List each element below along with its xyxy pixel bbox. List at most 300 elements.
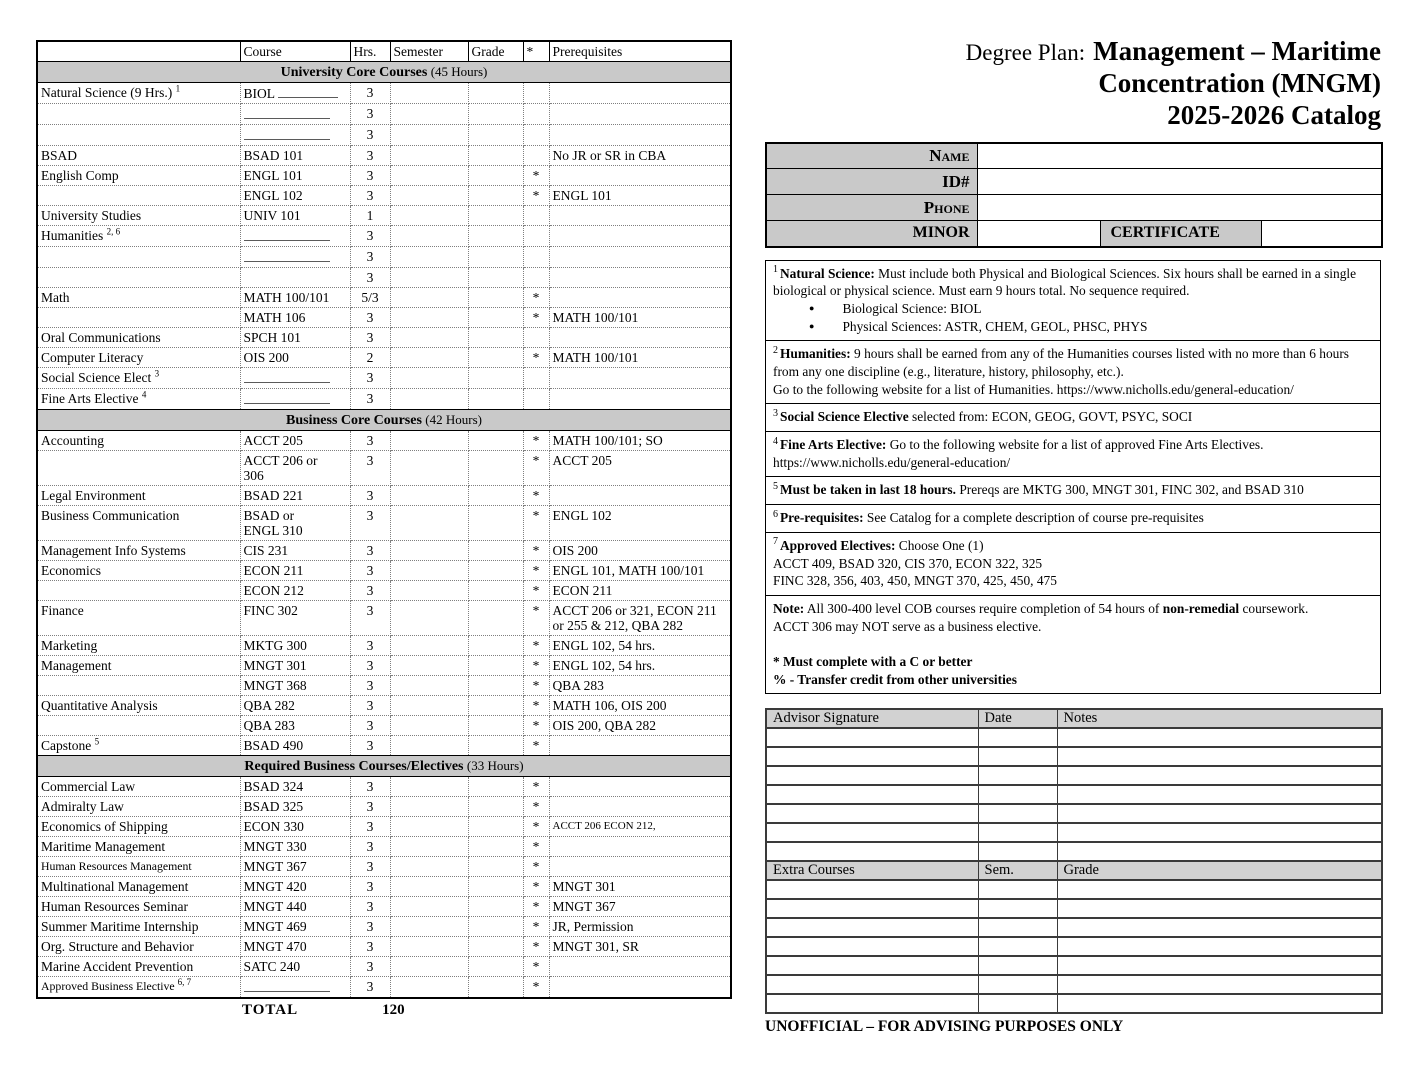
course-row [37,561,731,581]
course-row [37,817,731,837]
blank-cell [978,747,1057,766]
semester-cell [390,431,468,451]
course-row [37,541,731,561]
semester-cell [390,328,468,348]
semester-cell [390,186,468,206]
prereq-cell: MNGT 367 [549,897,731,917]
grade-cell [468,268,523,288]
info-label-cell: MINOR [766,221,977,247]
course-label-cell: Fine Arts Elective $^4$ [37,389,240,410]
course-label-cell [37,268,240,288]
fill-in-blank [244,370,330,383]
semester-cell [390,368,468,389]
section-header-row [37,410,731,431]
degree-title-line2: Concentration (MNGM) [1098,67,1381,98]
semester-cell [390,541,468,561]
footnote [766,404,1380,432]
course-label-cell: University Studies [37,206,240,226]
prereq-cell [549,977,731,999]
star-cell: * [523,561,549,581]
blank-cell [766,918,978,937]
prereq-cell [549,206,731,226]
hours-cell: 3 [350,857,390,877]
footnote-number: 6 [773,508,778,520]
prereq-cell [549,166,731,186]
semester-cell [390,247,468,268]
hours-cell: 3 [350,368,390,389]
course-number-cell: QBA 283 [240,716,350,736]
footnote-text: See Catalog for a complete description of course pre-requisites [863,510,1204,526]
footnote-ref: 3 [154,368,160,379]
blank-cell [766,937,978,956]
course-row [37,636,731,656]
degree-plan-label: Degree Plan: [965,40,1086,65]
blank-cell [1057,804,1382,823]
course-row [37,977,731,999]
semester-cell [390,581,468,601]
blank-cell [1057,823,1382,842]
grade-cell [468,877,523,897]
course-number-cell: BSAD 325 [240,797,350,817]
course-label-cell [37,676,240,696]
course-row [37,797,731,817]
course-row [37,897,731,917]
total-row [36,1002,730,1019]
footnote-text: Must be taken in last 18 hours. [780,482,956,498]
footnote-text: Approved Electives: [780,537,896,553]
footnote-text: Natural Science: [780,265,875,281]
star-cell: * [523,817,549,837]
footnote-text: Must include both Physical and Biological Sciences. Six hours shall be earned in a single biological or physical science. Must earn 9 hours total. No sequence required. [773,265,1357,299]
course-number-cell [240,226,350,247]
star-cell [523,389,549,410]
star-cell [523,328,549,348]
course-number-cell: ACCT 205 [240,431,350,451]
block-header-cell: Grade [1057,861,1382,880]
hours-cell: 3 [350,486,390,506]
grade-cell [468,206,523,226]
footnote [766,261,1380,342]
semester-cell [390,736,468,756]
grade-cell [468,146,523,166]
footnotes-box [765,260,1381,695]
footnote-text: Humanities: [780,346,851,362]
blank-cell [1057,785,1382,804]
hours-cell: 3 [350,268,390,288]
section-header-row [37,756,731,777]
prereq-cell: ACCT 206 ECON 212, [549,817,731,837]
grade-cell [468,676,523,696]
course-label-cell: Admiralty Law [37,797,240,817]
prereq-cell: JR, Permission [549,917,731,937]
footnote-number: 5 [773,480,778,492]
blank-cell [1057,994,1382,1013]
course-number-cell [240,104,350,125]
semester-cell [390,696,468,716]
prereq-cell [549,837,731,857]
grade-cell [468,696,523,716]
hours-cell: 3 [350,917,390,937]
course-row [37,917,731,937]
star-cell: * [523,837,549,857]
grade-cell [468,288,523,308]
course-row [37,451,731,486]
course-row [37,206,731,226]
column-header: Semester [390,41,468,62]
course-number-cell: ECON 211 [240,561,350,581]
signature-row [766,804,1382,823]
footnote-text: Fine Arts Elective: [780,437,887,453]
student-info-row [766,169,1382,195]
course-plan-table [36,40,732,999]
student-info-table [765,142,1383,248]
grade-cell [468,308,523,328]
grade-cell [468,897,523,917]
blank-cell [1057,747,1382,766]
star-cell: * [523,656,549,676]
hours-cell: 2 [350,348,390,368]
footnote-text: selected from: ECON, GEOG, GOVT, PSYC, SOCI [908,409,1193,425]
course-number-cell: MNGT 301 [240,656,350,676]
star-cell: * [523,348,549,368]
course-number-cell: SATC 240 [240,957,350,977]
hours-cell: 3 [350,581,390,601]
course-label-cell: Marketing [37,636,240,656]
hours-cell: 3 [350,977,390,999]
section-hours: (42 Hours) [425,412,482,427]
hours-cell: 3 [350,696,390,716]
star-cell: * [523,451,549,486]
star-cell: * [523,486,549,506]
fill-in-blank [244,127,330,140]
blank-cell [766,899,978,918]
course-row [37,581,731,601]
course-number-cell: FINC 302 [240,601,350,636]
section-title: Required Business Courses/Electives [244,759,464,774]
prereq-cell [549,247,731,268]
semester-cell [390,226,468,247]
blank-cell [766,766,978,785]
student-info-row [766,143,1382,169]
star-cell: * [523,897,549,917]
course-number-cell: OIS 200 [240,348,350,368]
section-title: University Core Courses [280,65,428,80]
course-label-cell: Maritime Management [37,837,240,857]
footnote-text: Social Science Elective [780,409,909,425]
course-label-cell [37,581,240,601]
course-label-cell [37,104,240,125]
info-pane [765,36,1381,1036]
prereq-cell: ENGL 102 [549,506,731,541]
course-number-cell: MNGT 330 [240,837,350,857]
course-label-cell: English Comp [37,166,240,186]
blank-cell [766,842,978,861]
hours-cell: 1 [350,206,390,226]
blank-cell [1057,937,1382,956]
hours-cell: 3 [350,308,390,328]
course-label-cell: Humanities $^{2, 6}$ [37,226,240,247]
course-row [37,146,731,166]
hours-cell: 5/3 [350,288,390,308]
course-label-cell: Math [37,288,240,308]
blank-cell [1057,728,1382,747]
course-label-cell [37,186,240,206]
prereq-cell: ACCT 206 or 321, ECON 211 or 255 & 212, QBA 282 [549,601,731,636]
course-number-cell: MKTG 300 [240,636,350,656]
star-cell: * [523,431,549,451]
blank-cell [978,899,1057,918]
info-label-cell: Phone [766,195,977,221]
blank-cell [1057,899,1382,918]
blank-cell [766,880,978,899]
course-label-cell: Oral Communications [37,328,240,348]
hours-cell: 3 [350,451,390,486]
hours-cell: 3 [350,166,390,186]
course-row [37,877,731,897]
course-row [37,777,731,797]
footnote-text: 9 hours shall be earned from any of the Humanities courses listed with no more than 6 hours from any one discipline (e.g., literature, history, philosophy, etc.). Go to the following website for a list of Humanities. https://www.nicholls.edu/general-education/ [773,346,1350,397]
star-cell: * [523,696,549,716]
course-label-cell: Management [37,656,240,676]
extra-course-row [766,899,1382,918]
blank-cell [978,956,1057,975]
prereq-cell: ENGL 102, 54 hrs. [549,636,731,656]
footnote [766,533,1380,596]
section-hours: (33 Hours) [466,758,524,773]
blank-cell [1057,975,1382,994]
corner-cell [37,41,240,62]
prereq-cell: OIS 200 [549,541,731,561]
grade-cell [468,389,523,410]
star-cell [523,125,549,146]
course-number-cell: MNGT 368 [240,676,350,696]
footnote-number: 7 [773,536,778,548]
course-number-cell: UNIV 101 [240,206,350,226]
blank-cell [766,823,978,842]
extra-course-row [766,994,1382,1013]
footnote-text: All 300-400 level COB courses require completion of 54 hours of [804,600,1163,616]
info-label-cell: Name [766,143,977,169]
blank-cell [766,975,978,994]
grade-cell [468,431,523,451]
course-label-cell [37,308,240,328]
blank-cell [978,975,1057,994]
course-label-cell: Capstone $^5$ [37,736,240,756]
grade-cell [468,581,523,601]
semester-cell [390,506,468,541]
course-number-cell: ENGL 102 [240,186,350,206]
star-cell [523,104,549,125]
footnote [766,505,1380,533]
course-label-cell [37,125,240,146]
course-label-cell: Commercial Law [37,777,240,797]
bullet-item: ● Physical Sciences: ASTR, CHEM, GEOL, PHSC, PHYS [773,318,1373,336]
signature-row [766,785,1382,804]
footnote-text: coursework. ACCT 306 may NOT serve as a business elective. [773,600,1309,634]
footnote-number: 3 [773,407,778,419]
prereq-cell [549,736,731,756]
grade-cell [468,186,523,206]
grade-cell [468,797,523,817]
course-row [37,268,731,288]
course-label-cell: Management Info Systems [37,541,240,561]
note-block [766,596,1380,693]
hours-cell: 3 [350,777,390,797]
blank-cell [978,994,1057,1013]
prereq-cell: No JR or SR in CBA [549,146,731,166]
hours-cell: 3 [350,226,390,247]
semester-cell [390,206,468,226]
blank-cell [1057,842,1382,861]
unofficial-notice: UNOFFICIAL – FOR ADVISING PURPOSES ONLY [765,1018,1124,1036]
hours-cell: 3 [350,797,390,817]
prereq-cell [549,104,731,125]
footnote-number: 4 [773,435,778,447]
semester-cell [390,348,468,368]
blank-cell [978,766,1057,785]
semester-cell [390,837,468,857]
prereq-cell: ENGL 101 [549,186,731,206]
footnote-ref: 1 [175,83,181,94]
semester-cell [390,561,468,581]
star-cell: * [523,166,549,186]
grade-cell [468,736,523,756]
semester-cell [390,676,468,696]
section-header-cell [37,62,731,83]
course-row [37,389,731,410]
course-label-cell: Accounting [37,431,240,451]
total-label: TOTAL [242,1002,299,1018]
star-cell: * [523,957,549,977]
prereq-cell: MATH 100/101; SO [549,431,731,451]
course-number-cell: MNGT 469 [240,917,350,937]
fill-in-blank [278,85,338,98]
grade-cell [468,226,523,247]
course-table-header-row [37,41,731,62]
prereq-cell: MATH 100/101 [549,308,731,328]
grade-cell [468,817,523,837]
course-label-cell: Social Science Elect $^3$ [37,368,240,389]
course-row [37,601,731,636]
hours-cell: 3 [350,541,390,561]
hours-cell: 3 [350,716,390,736]
course-label-cell: Summer Maritime Internship [37,917,240,937]
star-cell: * [523,601,549,636]
semester-cell [390,389,468,410]
hours-cell: 3 [350,736,390,756]
course-row [37,656,731,676]
blank-cell [766,747,978,766]
course-number-cell: MNGT 367 [240,857,350,877]
blank-cell [978,823,1057,842]
course-label-cell: Computer Literacy [37,348,240,368]
semester-cell [390,937,468,957]
footnote-text: Prereqs are MKTG 300, MNGT 301, FINC 302, and BSAD 310 [955,482,1304,498]
extra-course-row [766,937,1382,956]
grade-cell [468,125,523,146]
star-cell: * [523,857,549,877]
course-row [37,104,731,125]
blank-cell [1057,956,1382,975]
column-header: * [523,41,549,62]
prereq-cell: ENGL 102, 54 hrs. [549,656,731,676]
course-number-cell: MNGT 420 [240,877,350,897]
section-header-cell [37,756,731,777]
fill-in-blank [244,228,330,241]
star-cell [523,226,549,247]
block-header-cell: Notes [1057,709,1382,728]
course-number-cell: MATH 100/101 [240,288,350,308]
extra-course-row [766,975,1382,994]
prereq-cell: ACCT 205 [549,451,731,486]
column-header: Grade [468,41,523,62]
hours-cell: 3 [350,247,390,268]
block-header-cell: Sem. [978,861,1057,880]
footnote-text: Note: [773,600,805,616]
prereq-cell [549,368,731,389]
course-label-cell [37,247,240,268]
star-cell: * [523,186,549,206]
prereq-cell: ECON 211 [549,581,731,601]
semester-cell [390,104,468,125]
course-label-cell: Approved Business Elective $^{6, 7}$ [37,977,240,999]
grade-cell [468,777,523,797]
star-cell [523,368,549,389]
course-number-cell [240,268,350,288]
course-label-cell: Economics [37,561,240,581]
course-number-cell: BSAD 221 [240,486,350,506]
course-number-cell: ECON 212 [240,581,350,601]
course-row [37,431,731,451]
semester-cell [390,451,468,486]
prereq-cell: MNGT 301, SR [549,937,731,957]
grade-cell [468,636,523,656]
semester-cell [390,897,468,917]
section-header-row [37,62,731,83]
hours-cell: 3 [350,601,390,636]
course-label-cell: Natural Science (9 Hrs.) $^1$ [37,83,240,104]
bullet-item: ● Biological Science: BIOL [773,300,1373,318]
course-row [37,125,731,146]
fill-in-blank [244,391,330,404]
blank-cell [978,728,1057,747]
footnote-text: Go to the following website for a list of approved Fine Arts Electives. https://www.nicholls.edu/general-education/ [773,437,1264,470]
student-info-row [766,195,1382,221]
semester-cell [390,146,468,166]
blank-cell [978,937,1057,956]
blank-cell [1057,918,1382,937]
grade-cell [468,937,523,957]
star-cell [523,206,549,226]
info-value-cell [977,169,1382,195]
certificate-value-cell [1261,221,1382,247]
grade-cell [468,837,523,857]
hours-cell: 3 [350,636,390,656]
hours-cell: 3 [350,561,390,581]
grade-cell [468,368,523,389]
course-row [37,957,731,977]
footnote [766,432,1380,477]
course-row [37,486,731,506]
prereq-cell: MATH 106, OIS 200 [549,696,731,716]
grade-cell [468,83,523,104]
blank-cell [766,956,978,975]
course-number-cell: BSAD 101 [240,146,350,166]
grade-cell [468,917,523,937]
course-label-cell: Multinational Management [37,877,240,897]
section-header-cell [37,410,731,431]
blank-cell [978,880,1057,899]
